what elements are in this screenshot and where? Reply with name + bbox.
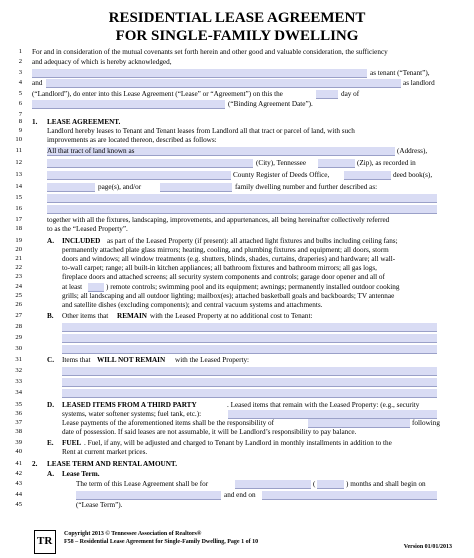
line-text: Lease Term.: [62, 470, 100, 478]
line-text: REMAIN: [117, 312, 147, 320]
line-text: County Register of Deeds Office,: [233, 171, 330, 179]
line-6: [0, 99, 474, 109]
line-3: [0, 68, 474, 78]
line-number: 44: [15, 491, 22, 498]
form-field[interactable]: [344, 171, 391, 180]
line-text: systems, water softener systems; fuel tank, etc.):: [62, 410, 202, 418]
line-number: 20: [15, 246, 22, 253]
line-text: following: [412, 419, 440, 427]
line-33: [0, 377, 474, 387]
line-text: Rent at current market prices.: [62, 448, 148, 456]
line-text: 2.: [32, 460, 38, 468]
form-field[interactable]: [235, 480, 311, 489]
line-number: 24: [15, 283, 22, 290]
form-field[interactable]: [62, 323, 437, 332]
line-number: 16: [15, 205, 22, 212]
footer-form-name: F58 – Residential Lease Agreement for Single-Family Dwelling, Page 1 of 10: [64, 539, 259, 545]
line-number: 36: [15, 410, 22, 417]
line-number: 29: [15, 334, 22, 341]
line-text: permanently attached plate glass mirrors; heating, cooling, and plumbing fixtures and equipment; all doors, storm: [62, 246, 389, 254]
line-text: 1.: [32, 118, 38, 126]
line-number: 33: [15, 378, 22, 385]
line-38: [0, 427, 474, 437]
line-text: as landlord: [403, 79, 435, 87]
line-number: 43: [15, 480, 22, 487]
form-field[interactable]: [32, 100, 225, 109]
line-text: D.: [47, 401, 54, 409]
line-number: 30: [15, 345, 22, 352]
line-text: Other items that: [62, 312, 109, 320]
line-number: 31: [15, 356, 22, 363]
line-number: 41: [15, 460, 22, 467]
line-1: [0, 47, 474, 57]
line-number: 22: [15, 264, 22, 271]
line-number: 10: [15, 136, 22, 143]
line-5: [0, 89, 474, 99]
form-field[interactable]: [32, 69, 367, 78]
line-text: All that tract of land known as: [47, 147, 135, 155]
form-field[interactable]: [47, 171, 231, 180]
line-text: at least: [62, 283, 83, 291]
line-text: The term of this Lease Agreement shall be for: [76, 480, 209, 488]
line-number: 11: [15, 147, 22, 154]
line-number: 37: [15, 419, 22, 426]
line-text: Lease payments of the aforementioned items shall be the responsibility of: [62, 419, 274, 427]
line-text: fireplace doors and attached screens; all security system components and controls; garage door opener and all of: [62, 273, 385, 281]
line-text: improvements as are located thereon, described as follows:: [47, 136, 217, 144]
form-field[interactable]: [160, 183, 232, 192]
line-text: and: [32, 79, 43, 87]
line-number: 23: [15, 273, 22, 280]
line-11: [0, 146, 474, 156]
line-14: [0, 182, 474, 192]
line-number: 40: [15, 448, 22, 455]
line-text: and satellite dishes (excluding components); and central vacuum systems and attachments.: [62, 301, 323, 309]
form-field[interactable]: [47, 205, 437, 214]
line-text: together with all the fixtures, landscaping, improvements, and appurtenances, all being hereinafter collectively referred: [47, 216, 390, 224]
line-2: [0, 57, 474, 67]
line-text: LEASE AGREEMENT.: [47, 118, 121, 126]
line-number: 14: [15, 183, 22, 190]
form-field[interactable]: [62, 334, 437, 343]
line-4: [0, 78, 474, 88]
line-text: Landlord hereby leases to Tenant and Tenant leases from Landlord all that tract or parcel of land, with such: [47, 127, 355, 135]
line-number: 28: [15, 323, 22, 330]
line-number: 21: [15, 255, 22, 262]
form-field[interactable]: [62, 389, 437, 398]
line-text: INCLUDED: [62, 237, 101, 245]
line-text: E.: [47, 439, 54, 447]
line-23: [0, 272, 474, 282]
line-text: ) remote controls; swimming pool and its equipment; awnings; permanently installed outdoor cooking: [106, 283, 400, 291]
line-number: 34: [15, 389, 22, 396]
line-text: family dwelling number and further described as:: [235, 183, 378, 191]
line-43: [0, 479, 474, 489]
line-text: WILL NOT REMAIN: [97, 356, 166, 364]
line-40: [0, 447, 474, 457]
line-text: A.: [47, 470, 54, 478]
line-number: 4: [18, 79, 22, 86]
line-text: doors and windows; all window treatments (e.g. shutters, blinds, shades, curtains, draperies) and hardware; all wall-: [62, 255, 396, 263]
line-text: . Fuel, if any, will be adjusted and charged to Tenant by Landlord in monthly installments in addition to the: [84, 439, 392, 447]
line-text: . Leased items that remain with the Leased Property: (e.g., security: [227, 401, 420, 409]
form-field[interactable]: [318, 159, 355, 168]
line-12: [0, 158, 474, 168]
line-number: 18: [15, 225, 22, 232]
line-text: (“Lease Term”).: [76, 501, 123, 509]
line-number: 13: [15, 171, 22, 178]
document-subtitle: FOR SINGLE-FAMILY DWELLING: [115, 28, 359, 44]
line-text: (“Binding Agreement Date”).: [228, 100, 313, 108]
line-number: 12: [15, 159, 22, 166]
line-text: deed book(s),: [393, 171, 433, 179]
line-number: 45: [15, 501, 22, 508]
line-number: 17: [15, 216, 22, 223]
line-text: (Zip), as recorded in: [357, 159, 416, 167]
line-number: 6: [18, 100, 22, 107]
line-34: [0, 388, 474, 398]
line-44: [0, 490, 474, 500]
line-text: (“Landlord”), do enter into this Lease Agreement (“Lease” or “Agreement”) on this the: [32, 90, 283, 98]
line-45: [0, 500, 474, 510]
form-field[interactable]: [316, 90, 338, 99]
line-text: For and in consideration of the mutual covenants set forth herein and other good and valuable consideration, the sufficiency: [32, 48, 388, 56]
line-number: 35: [15, 401, 22, 408]
line-text: with the Leased Property at no additional cost to Tenant:: [150, 312, 313, 320]
document-title: RESIDENTIAL LEASE AGREEMENT: [108, 10, 366, 26]
line-26: [0, 300, 474, 310]
line-number: 2: [18, 58, 22, 65]
line-text: to-wall carpet; range; all built-in kitchen appliances; all bathroom fixtures and bathroom mirrors; all gas logs,: [62, 264, 377, 272]
line-31: [0, 355, 474, 365]
line-30: [0, 344, 474, 354]
line-text: (City), Tennessee: [256, 159, 307, 167]
line-text: to as the “Leased Property”.: [47, 225, 128, 233]
line-text: grills; all landscaping and all outdoor lighting; mailbox(es); attached basketball goals and backboards; TV antennae: [62, 292, 395, 300]
line-text: (: [313, 480, 316, 488]
line-text: as part of the Leased Property (if present): all attached light fixtures and bulbs including ceiling fans;: [107, 237, 398, 245]
line-27: [0, 311, 474, 321]
line-text: with the Leased Property:: [175, 356, 250, 364]
form-field[interactable]: [62, 367, 437, 376]
line-text: Items that: [62, 356, 91, 364]
line-number: 32: [15, 367, 22, 374]
line-number: 8: [18, 118, 22, 125]
line-42: [0, 469, 474, 479]
form-field[interactable]: [76, 491, 221, 500]
line-29: [0, 333, 474, 343]
form-field[interactable]: [262, 491, 437, 500]
form-field[interactable]: [47, 194, 437, 203]
footer-version: Version 01/01/2013: [403, 544, 452, 550]
line-text: B.: [47, 312, 54, 320]
line-text: C.: [47, 356, 54, 364]
line-number: 27: [15, 312, 22, 319]
line-28: [0, 322, 474, 332]
line-32: [0, 366, 474, 376]
form-field[interactable]: [47, 159, 253, 168]
line-10: [0, 135, 474, 145]
line-number: 42: [15, 470, 22, 477]
form-field[interactable]: [62, 345, 437, 354]
line-text: (Address),: [397, 147, 428, 155]
form-field[interactable]: [46, 79, 401, 88]
line-text: ) months and shall begin on: [346, 480, 426, 488]
line-number: 7: [18, 111, 22, 118]
line-number: 9: [18, 127, 22, 134]
line-number: 39: [15, 439, 22, 446]
line-13: [0, 170, 474, 180]
line-number: 15: [15, 194, 22, 201]
line-text: as tenant (“Tenant”),: [370, 69, 430, 77]
form-field[interactable]: [62, 378, 437, 387]
page-footer: [0, 528, 474, 558]
line-text: and adequacy of which is hereby acknowledged,: [32, 58, 172, 66]
line-text: FUEL: [62, 439, 82, 447]
realtors-logo-icon: [34, 530, 56, 554]
line-number: 26: [15, 301, 22, 308]
line-41: [0, 459, 474, 469]
line-text: day of: [341, 90, 360, 98]
line-text: A.: [47, 237, 54, 245]
form-field[interactable]: [317, 480, 344, 489]
line-number: 38: [15, 428, 22, 435]
logo-letters: TR: [37, 535, 53, 547]
form-field[interactable]: [47, 183, 95, 192]
footer-copyright: Copyright 2013 © Tennessee Association of Realtors®: [64, 531, 202, 537]
line-number: 1: [18, 48, 22, 55]
line-text: and end on: [224, 491, 256, 499]
line-number: 3: [18, 69, 22, 76]
line-text: page(s), and/or: [98, 183, 142, 191]
line-18: [0, 224, 474, 234]
line-number: 25: [15, 292, 22, 299]
line-16: [0, 204, 474, 214]
line-text: LEASE TERM AND RENTAL AMOUNT.: [47, 460, 177, 468]
line-15: [0, 193, 474, 203]
line-number: 19: [15, 237, 22, 244]
line-number: 5: [18, 90, 22, 97]
line-text: LEASED ITEMS FROM A THIRD PARTY: [62, 401, 197, 409]
line-text: date of possession. If said leases are not assumable, it will be Landlord’s responsibility to pay balance.: [62, 428, 357, 436]
